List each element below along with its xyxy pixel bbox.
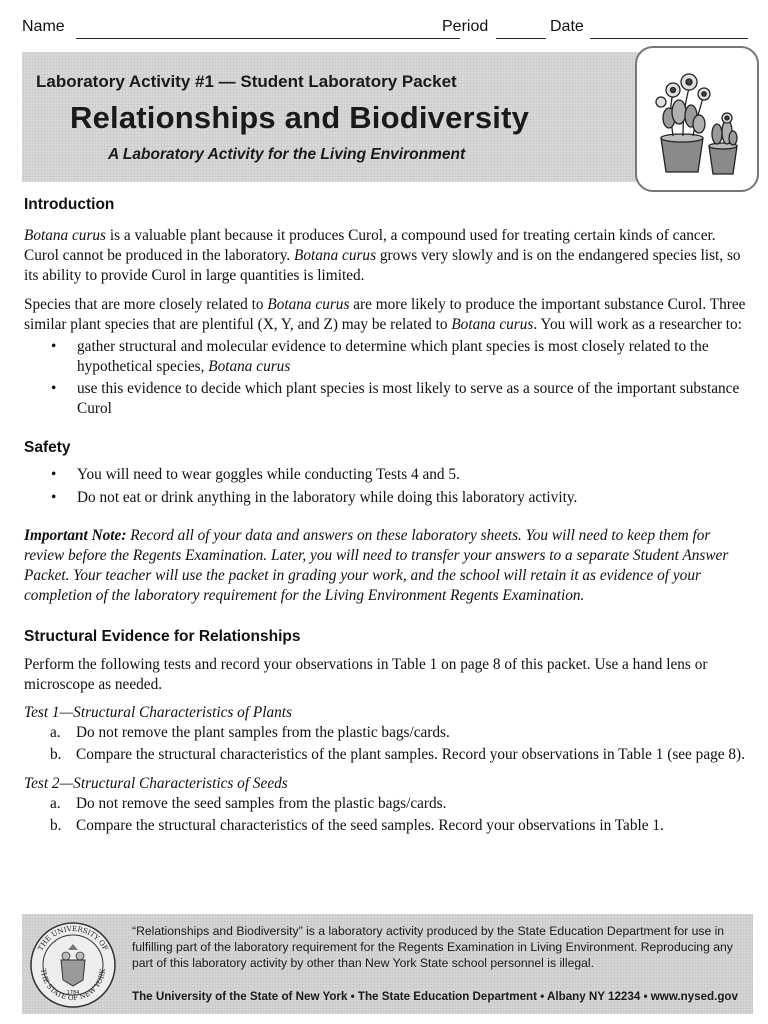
plant-illustration-frame [635, 46, 759, 192]
list-item: b. Compare the structural characteristics of the seed samples. Record your observations in Table 1. [50, 817, 664, 834]
test-1-title: Test 1—Structural Characteristics of Plants [24, 704, 293, 721]
svg-text:1784: 1784 [66, 990, 80, 996]
student-info-line [22, 14, 748, 40]
structural-evidence-heading: Structural Evidence for Relationships [24, 628, 301, 645]
packet-kicker: Laboratory Activity #1 — Student Laboratory Packet [36, 72, 457, 91]
page-title: Relationships and Biodiversity [70, 100, 530, 135]
list-item: b. Compare the structural characteristics of the plant samples. Record your observations in Table 1 (see page 8). [50, 746, 745, 763]
list-item: • Do not eat or drink anything in the laboratory while doing this laboratory activity. [51, 489, 578, 506]
test-1-steps [24, 723, 754, 765]
intro-paragraph-2: Species that are more closely related to Botana curus are more likely to produce the important substance Curol. Three similar plant species that are plentiful (X, Y, and Z) may be related to Botana curus. You will work as a researcher to: [24, 296, 746, 333]
page-subtitle: A Laboratory Activity for the Living Environment [108, 146, 466, 163]
safety-bullet-list [24, 465, 754, 508]
name-label: Name [22, 18, 65, 35]
potted-plants-icon [643, 54, 749, 182]
test-2-title: Test 2—Structural Characteristics of Seeds [24, 775, 288, 792]
introduction-heading: Introduction [24, 196, 115, 213]
list-item: a. Do not remove the seed samples from the plastic bags/cards. [50, 795, 447, 812]
test-2-steps [24, 794, 754, 836]
important-note: Important Note: Record all of your data and answers on these laboratory sheets. You will need to keep them for review before the Regents Examination. Later, you will need to transfer your answers to a separate Student Answer Packet. Your teacher will use the packet in grading your work, and the school will retain it as evidence of your completion of the laboratory requirement for the Living Environment Regents Examination. [24, 527, 729, 604]
footer-contact: The University of the State of New York • The State Education Department • Albany NY 12234 • www.nysed.gov [132, 990, 738, 1003]
structural-intro: Perform the following tests and record your observations in Table 1 on page 8 of this packet. Use a hand lens or microscope as needed. [24, 656, 708, 693]
name-field[interactable] [76, 38, 460, 39]
date-label: Date [550, 18, 584, 35]
intro-paragraph-1: Botana curus is a valuable plant because it produces Curol, a compound used for treating certain kinds of cancer. Curol cannot be produced in the laboratory. Botana curus grows very slowly and is on the endangered species list, so its ability to provide Curol in large quantities is limited. [24, 227, 741, 284]
list-item: a. Do not remove the plant samples from the plastic bags/cards. [50, 724, 450, 741]
period-field[interactable] [496, 38, 546, 39]
svg-text:THE STATE OF NEW YORK: THE STATE OF NEW YORK [38, 968, 108, 1003]
list-item: • gather structural and molecular evidence to determine which plant species is most closely related to the hypothetical species, Botana curus [51, 338, 709, 375]
footer-disclaimer: “Relationships and Biodiversity” is a laboratory activity produced by the State Education Department for use in fulfilling part of the laboratory requirement for the Regents Examination in Living Environment. Reproducing any part of this laboratory activity by other than New York State school personnel is illegal. [132, 924, 733, 970]
period-label: Period [442, 18, 489, 35]
list-item: • use this evidence to decide which plant species is most likely to serve as a source of the important substance Curol [51, 380, 740, 417]
svg-text:THE UNIVERSITY OF: THE UNIVERSITY OF [36, 924, 110, 953]
main-content [24, 196, 754, 836]
date-field[interactable] [590, 38, 748, 39]
footer-banner [22, 914, 753, 1014]
intro-bullet-list [24, 337, 754, 419]
safety-heading: Safety [24, 439, 71, 456]
ny-state-seal-icon [28, 920, 118, 1010]
list-item: • You will need to wear goggles while conducting Tests 4 and 5. [51, 466, 460, 483]
